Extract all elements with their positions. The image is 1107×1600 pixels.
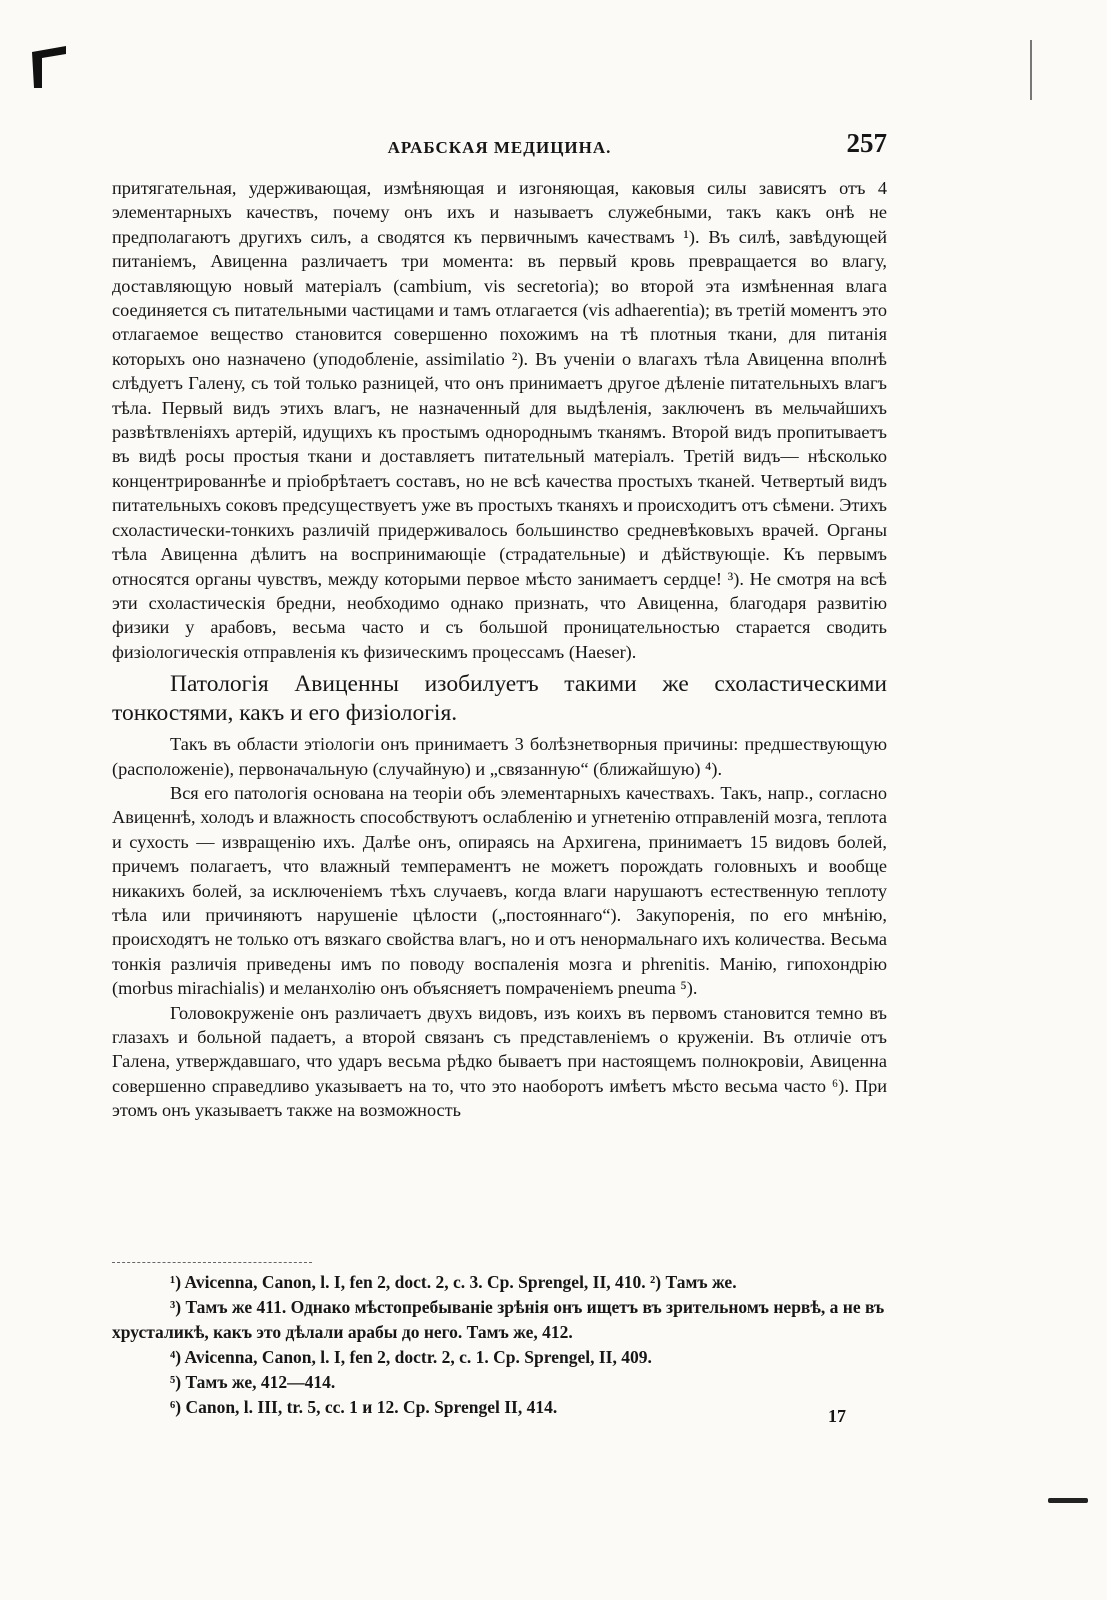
footnote: ¹) Avicenna, Canon, l. I, fen 2, doct. 2, c. 3. Cp. Sprengel, II, 410. ²) Тамъ же.	[170, 1272, 737, 1292]
paragraph: Головокруженіе онъ различаетъ двухъ видовъ, изъ коихъ въ первомъ становится темно въ глазахъ и больной падаетъ, а второй связанъ съ представленіемъ о круженіи. Въ отличіе отъ Галена, утверждавшаго, что ударъ весьма рѣдко бываетъ при настоящемъ полнокровіи, Авиценна совершенно справедливо указываетъ на то, что это наоборотъ имѣетъ мѣсто весьма часто ⁶). При этомъ онъ указываетъ также на возможность	[112, 1002, 887, 1121]
footnote: ³) Тамъ же 411. Однако мѣстопребываніе зрѣнія онъ ищетъ въ зрительномъ нервѣ, а не въ хрусталикѣ, какъ это дѣлали арабы до него. Тамъ же, 412.	[112, 1297, 885, 1342]
scan-edge-mark	[1030, 40, 1032, 100]
signature-mark: 17	[828, 1406, 846, 1426]
footnotes	[112, 1270, 887, 1420]
footnote: ⁵) Тамъ же, 412—414.	[170, 1372, 336, 1392]
page-number: 257	[846, 128, 887, 158]
running-head: АРАБСКАЯ МЕДИЦИНА.	[387, 138, 612, 157]
paragraph: притягательная, удерживающая, измѣняющая и изгоняющая, каковыя силы зависятъ отъ 4 элементарныхъ качествъ, почему онъ ихъ и называетъ служебными, такъ какъ онѣ не предполагаютъ другихъ силъ, а сводятся къ первичнымъ качествамъ ¹). Въ силѣ, завѣдующей питаніемъ, Авиценна различаетъ три момента: въ первый кровь превращается во влагу, доставляющую новый матеріалъ (cambium, vis secretoria); во второй эта измѣненная влага соединяется съ питательными частицами и тамъ отлагается (vis adhaerentia); въ третій моментъ это отлагаемое вещество становится совершенно похожимъ на тѣ плотныя ткани, для питанія которыхъ оно назначено (уподобленіе, assimilatio ²). Въ ученіи о влагахъ тѣла Авиценна вполнѣ слѣдуетъ Галену, съ той только разницей, что онъ принимаетъ другое дѣленіе питательныхъ влагъ тѣла. Первый видъ этихъ влагъ, не назначенный для выдѣленія, заключенъ въ мельчайшихъ развѣтвленіяхъ артерій, идущихъ къ простымъ однороднымъ тканямъ. Второй видъ пропитываетъ въ видѣ росы простыя ткани и доставляетъ питательный матеріалъ. Третій видъ— нѣсколько концентрированнѣе и пріобрѣтаетъ составъ, но не всѣ качества простыхъ тканей. Четвертый видъ питательныхъ соковъ предсуществуетъ уже въ простыхъ тканяхъ и происходитъ отъ сѣмени. Этихъ схоластически-тонкихъ различій придерживалось большинство средневѣковыхъ врачей. Органы тѣла Авиценна дѣлитъ на воспринимающіе (страдательные) и дѣйствующіе. Къ первымъ относятся органы чувствъ, между которыми первое мѣсто занимаетъ сердце! ³). Не смотря на всѣ эти схоластическія бредни, необходимо однако признать, что Авиценна, благодаря развитію физики у арабовъ, весьма часто и съ большой проницательностью старается сводить физіологическія отправленія къ физическимъ процессамъ (Haeser).	[112, 178, 887, 662]
footnote: ⁴) Avicenna, Canon, l. I, fen 2, doctr. 2, c. 1. Cp. Sprengel, II, 409.	[170, 1347, 652, 1367]
scan-edge-dash	[1048, 1498, 1088, 1503]
footnote: ⁶) Canon, l. III, tr. 5, cc. 1 и 12. Cp. Sprengel II, 414.	[170, 1397, 558, 1417]
section-heading-paragraph: Патологія Авиценны изобилуетъ такими же схоластическими тонкостями, какъ и его физіологія.	[112, 671, 887, 727]
paragraph: Вся его патологія основана на теоріи объ элементарныхъ качествахъ. Такъ, напр., согласно Авиценнѣ, холодъ и влажность способствуютъ ослабленію и угнетенію отправленій мозга, теплота и сухость — извращенію ихъ. Далѣе онъ, опираясь на Архигена, принимаетъ 15 видовъ болей, причемъ полагаетъ, что влажный темпераментъ не можетъ порождать головныхъ и вообще никакихъ болей, за исключеніемъ тѣхъ случаевъ, когда влаги нарушаютъ естественную теплоту тѣла или причиняютъ нарушеніе цѣлости („постояннаго“). Закупоренія, по его мнѣнію, происходятъ не только отъ вязкаго свойства влагъ, но и отъ ненормальнаго ихъ количества. Весьма тонкія различія приведены имъ по поводу воспаленія мозга и phrenitis. Манію, гипохондрію (morbus mirachialis) и меланхолію онъ объясняетъ помраченіемъ pneuma ⁵).	[112, 782, 887, 999]
main-text	[112, 176, 887, 1123]
page-header	[112, 128, 887, 168]
paragraph: Такъ въ области этіологіи онъ принимаетъ 3 болѣзнетворныя причины: предшествующую (расположеніе), первоначальную (случайную) и „связанную“ (ближайшую) ⁴).	[112, 734, 887, 779]
footnote-divider	[112, 1262, 312, 1263]
printer-corner-mark-icon	[28, 44, 70, 90]
